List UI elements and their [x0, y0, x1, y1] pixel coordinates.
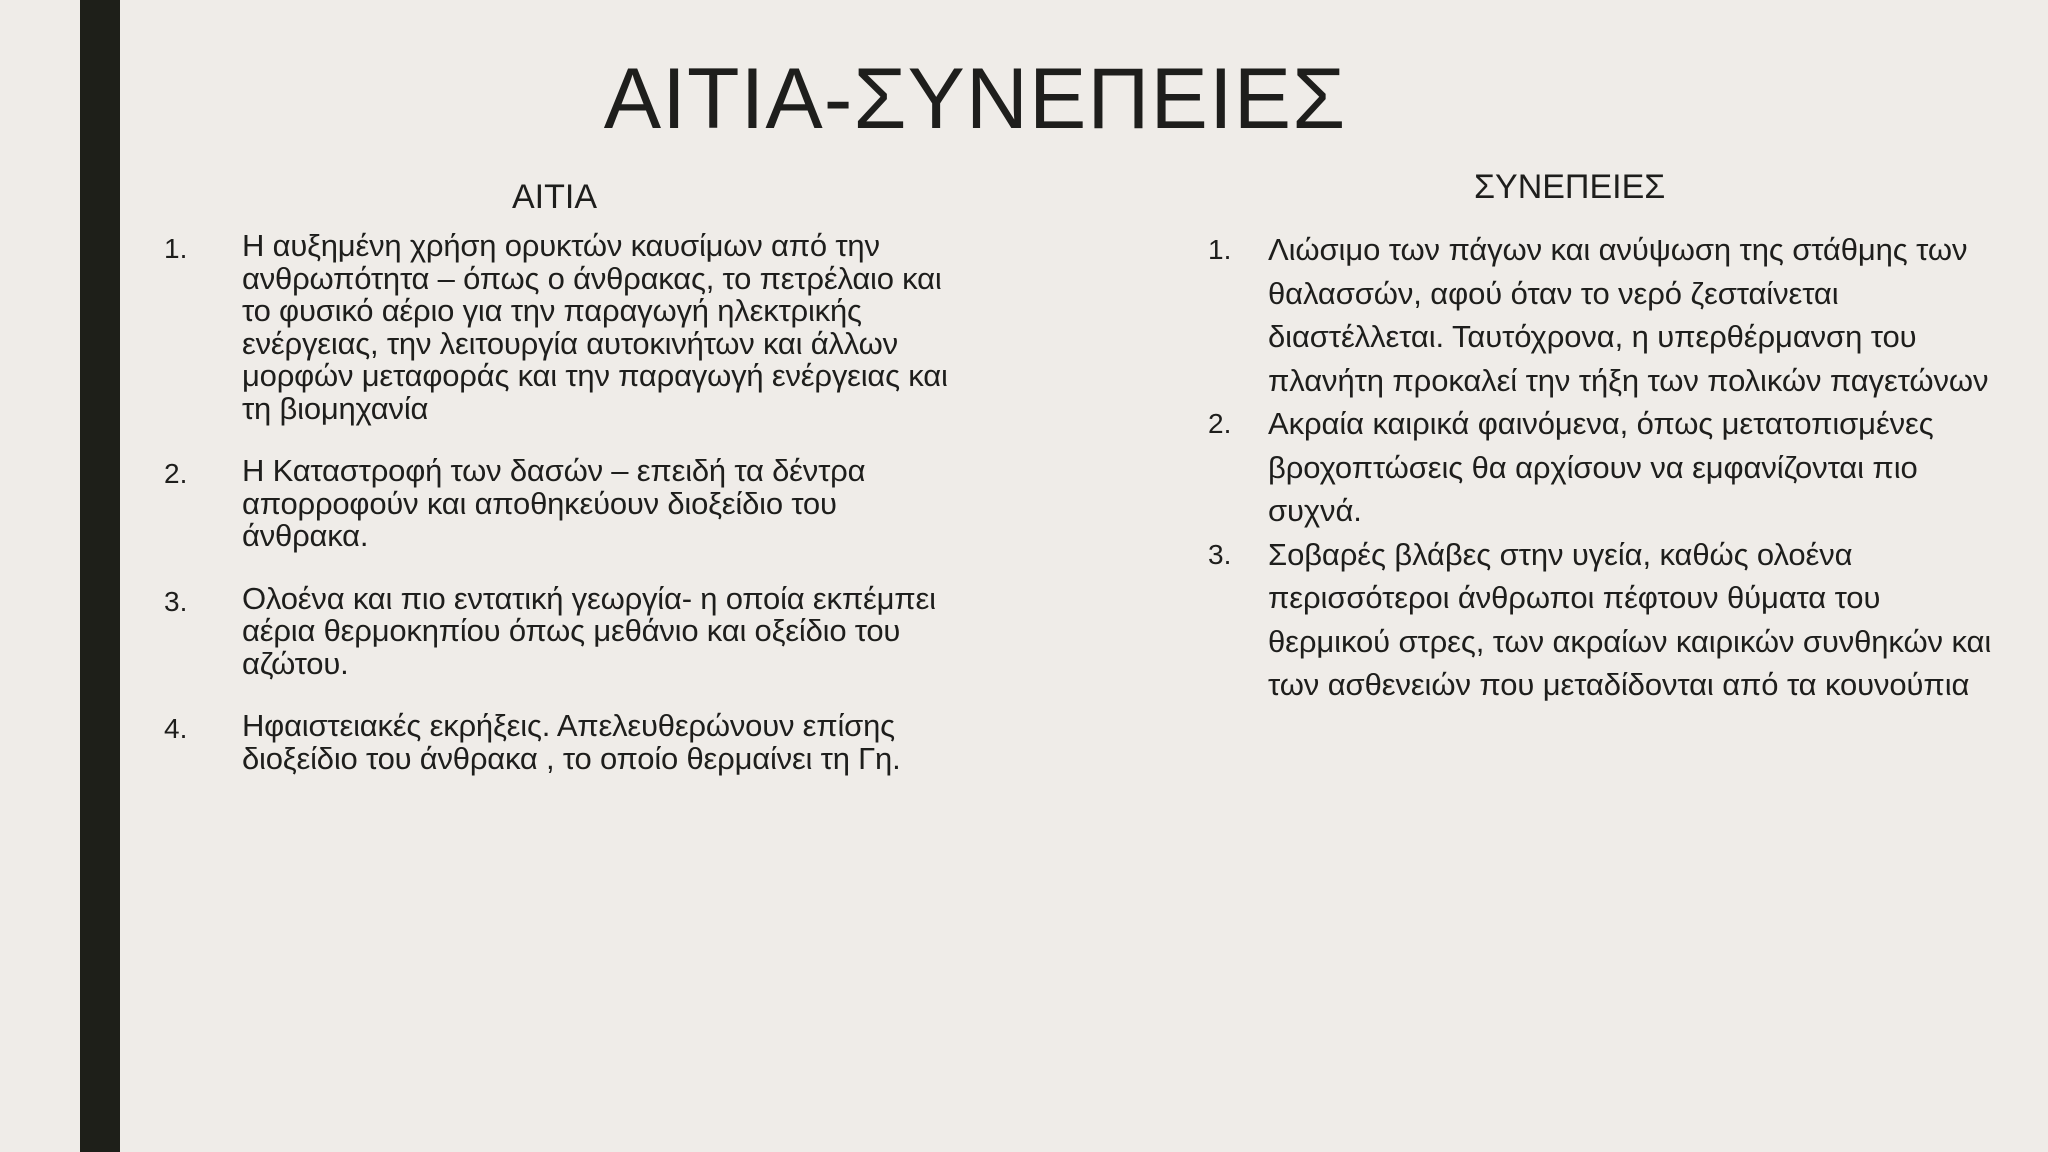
- effect-item-2: [1208, 402, 2008, 533]
- list-number: 3.: [1208, 538, 1232, 570]
- cause-item-2: [164, 455, 964, 553]
- list-item-text: Ηφαιστειακές εκρήξεις. Απελευθερώνουν επίσης διοξείδιο του άνθρακα , το οποίο θερμαίνει τη Γη.: [242, 708, 901, 776]
- effects-heading: ΣΥΝΕΠΕΙΕΣ: [1474, 168, 1666, 206]
- causes-list: [164, 230, 964, 805]
- list-number: 2.: [164, 458, 188, 489]
- list-number: 4.: [164, 713, 188, 744]
- slide-title: ΑΙΤΙΑ-ΣΥΝΕΠΕΙΕΣ: [603, 51, 1347, 147]
- list-item-text: Λιώσιμο των πάγων και ανύψωση της στάθμης των θαλασσών, αφού όταν το νερό ζεσταίνεται διαστέλλεται. Ταυτόχρονα, η υπερθέρμανση του πλανήτη προκαλεί την τήξη των πολικών παγετώνων: [1268, 232, 1989, 398]
- cause-item-3: [164, 580, 964, 681]
- cause-item-4: [164, 710, 964, 775]
- list-item-text: Ολοένα και πιο εντατική γεωργία- η οποία εκπέμπει αέρια θερμοκηπίου όπως μεθάνιο και οξείδιο του αζώτου.: [242, 580, 936, 681]
- list-number: 3.: [164, 585, 188, 617]
- effects-list: [1208, 228, 2008, 707]
- causes-heading: ΑΙΤΙΑ: [512, 178, 598, 216]
- list-number: 1.: [164, 233, 188, 264]
- cause-item-1: [164, 230, 964, 425]
- list-number: 2.: [1208, 408, 1232, 439]
- list-number: 1.: [1208, 234, 1232, 265]
- list-item-text: Ακραία καιρικά φαινόμενα, όπως μετατοπισμένες βροχοπτώσεις θα αρχίσουν να εμφανίζονται πιο συχνά.: [1268, 406, 1934, 528]
- effect-item-3: [1208, 533, 2008, 707]
- list-item-text: Η Καταστροφή των δασών – επειδή τα δέντρα απορροφούν και αποθηκεύουν διοξείδιο του άνθρακα.: [242, 453, 866, 553]
- list-item-text: Σοβαρές βλάβες στην υγεία, καθώς ολοένα περισσότεροι άνθρωποι πέφτουν θύματα του θερμικού στρες, των ακραίων καιρικών συνθηκών και των ασθενειών που μεταδίδονται από τα κουνούπια: [1268, 536, 1992, 702]
- effect-item-1: [1208, 228, 2008, 402]
- accent-side-bar: [80, 0, 120, 1152]
- list-item-text: Η αυξημένη χρήση ορυκτών καυσίμων από την ανθρωπότητα – όπως ο άνθρακας, το πετρέλαιο και το φυσικό αέριο για την παραγωγή ηλεκτρικής ενέργειας, την λειτουργία αυτοκινήτων και άλλων μορφών μεταφοράς και την παραγωγή ενέργειας και τη βιομηχανία: [242, 228, 948, 426]
